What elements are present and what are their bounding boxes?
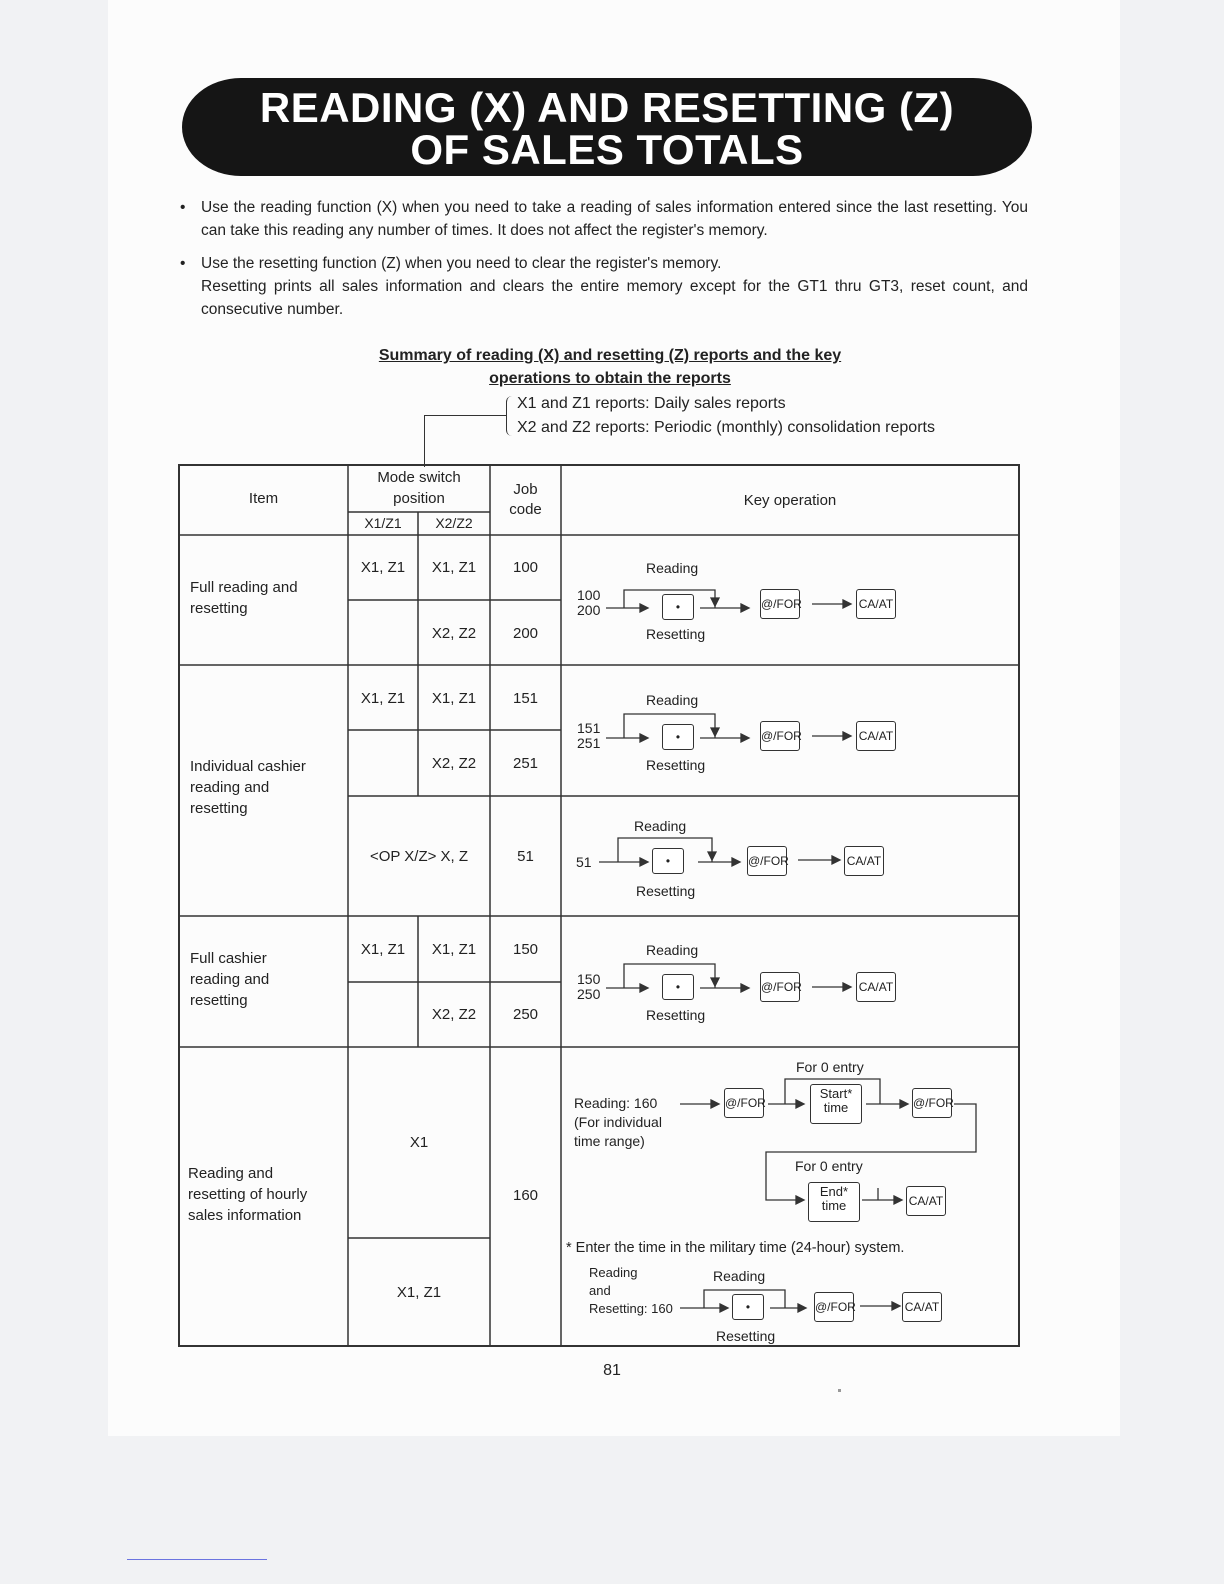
op-codes xyxy=(577,721,600,751)
rr-text: Reading xyxy=(589,1265,638,1280)
job-code: 200 xyxy=(512,625,539,642)
op-code: 251 xyxy=(577,735,601,751)
job-code: 250 xyxy=(512,1006,539,1023)
bullet-marker: • xyxy=(180,255,186,272)
for-key[interactable] xyxy=(814,1292,854,1322)
bullet-text: Use the reading function (X) when you need to take a reading of sales information entered since the last resetting. You can take this reading any number of times. It does not affect the register's memory. xyxy=(201,199,1028,239)
for-key[interactable] xyxy=(760,721,800,751)
for-key-label: @/FOR xyxy=(760,972,800,1002)
header-key-operation: Key operation xyxy=(743,492,837,509)
ca-at-key-label: CA/AT xyxy=(856,721,896,751)
item-text: resetting of hourly xyxy=(188,1186,308,1203)
military-time-footnote: * Enter the time in the military time (24-hour) system. xyxy=(566,1240,905,1256)
op-code: 150 xyxy=(577,971,601,987)
job-code: 100 xyxy=(512,559,539,576)
start-time-key-label xyxy=(810,1084,862,1124)
item-full-cashier xyxy=(190,948,269,1011)
header-position: position xyxy=(393,490,445,507)
dot-key[interactable] xyxy=(732,1294,764,1320)
end-time-key[interactable] xyxy=(808,1182,860,1222)
reading-label: Reading xyxy=(634,818,687,834)
mode-x2z2: X1, Z1 xyxy=(431,559,477,576)
dot-key-label: • xyxy=(662,974,694,1000)
mode-x2z2: X2, Z2 xyxy=(431,625,477,642)
summary-line1: Summary of reading (X) and resetting (Z) reports and the key xyxy=(378,347,842,364)
hourly-reading-text: (For individual xyxy=(574,1114,662,1130)
rr-text: Resetting: 160 xyxy=(589,1301,673,1316)
bullet-marker: • xyxy=(180,199,186,216)
ca-at-key-label: CA/AT xyxy=(844,846,884,876)
ca-at-key[interactable] xyxy=(902,1292,942,1322)
page-number: 81 xyxy=(603,1362,621,1379)
header-x1z1: X1/Z1 xyxy=(364,515,402,531)
mode-x1z1: X1, Z1 xyxy=(360,690,406,707)
job-code: 160 xyxy=(512,1187,539,1204)
ca-at-key[interactable] xyxy=(844,846,884,876)
resetting-label: Resetting xyxy=(646,757,706,773)
item-text: resetting xyxy=(190,800,248,817)
legend-daily: X1 and Z1 reports: Daily sales reports xyxy=(517,395,786,412)
mode-x1: X1 xyxy=(409,1134,429,1151)
op-codes xyxy=(577,972,600,1002)
for-zero-entry-label: For 0 entry xyxy=(795,1158,863,1174)
item-text: reading and xyxy=(190,971,270,988)
op-codes xyxy=(577,588,600,618)
mode-x1z1: X1, Z1 xyxy=(360,559,406,576)
job-code: 51 xyxy=(517,848,534,865)
resetting-label: Resetting xyxy=(646,626,706,642)
scan-speck xyxy=(838,1389,841,1392)
item-individual-cashier xyxy=(190,756,306,819)
rr-text: and xyxy=(589,1283,611,1298)
mode-x2z2: X1, Z1 xyxy=(431,941,477,958)
resetting-label: Resetting xyxy=(646,1007,706,1023)
ca-at-key[interactable] xyxy=(906,1186,946,1216)
resetting-label: Resetting xyxy=(636,883,696,899)
mode-x2z2: X2, Z2 xyxy=(431,755,477,772)
for-key-label: @/FOR xyxy=(814,1292,854,1322)
for-key[interactable] xyxy=(760,972,800,1002)
item-text: Reading and xyxy=(188,1165,274,1182)
ca-at-key[interactable] xyxy=(856,589,896,619)
end-key-text: End* xyxy=(819,1184,849,1199)
reading-label: Reading xyxy=(646,560,699,576)
header-item: Item xyxy=(248,490,279,507)
reading-label: Reading xyxy=(646,942,699,958)
page-title-line2: OF SALES TOTALS xyxy=(410,126,804,173)
resetting-label: Resetting xyxy=(716,1328,776,1344)
end-key-text: time xyxy=(821,1198,847,1213)
item-text: resetting xyxy=(190,992,248,1009)
for-key[interactable] xyxy=(912,1088,952,1118)
job-code: 251 xyxy=(512,755,539,772)
reading-resetting-label xyxy=(589,1264,673,1318)
legend-periodic: X2 and Z2 reports: Periodic (monthly) consolidation reports xyxy=(517,419,935,436)
op-code: 51 xyxy=(576,854,592,870)
start-key-text: Start* xyxy=(819,1086,853,1101)
ca-at-key-label: CA/AT xyxy=(906,1186,946,1216)
dot-key-label: • xyxy=(662,724,694,750)
end-time-key-label xyxy=(808,1182,860,1222)
page-title-line1: READING (X) AND RESETTING (Z) xyxy=(259,84,955,131)
ca-at-key-label: CA/AT xyxy=(856,972,896,1002)
item-text: Full reading and xyxy=(190,579,298,596)
dot-key[interactable] xyxy=(652,848,684,874)
dot-key-label: • xyxy=(652,848,684,874)
bullet-text-continued: Resetting prints all sales information and clears the entire memory except for the GT1 thru GT3, reset count, and consecutive number. xyxy=(201,278,1028,318)
dot-key[interactable] xyxy=(662,974,694,1000)
dot-key[interactable] xyxy=(662,724,694,750)
op-code: 200 xyxy=(577,602,601,618)
item-text: Full cashier xyxy=(190,950,267,967)
op-code: 151 xyxy=(577,720,601,736)
job-code: 150 xyxy=(512,941,539,958)
mode-x1z1: X1, Z1 xyxy=(396,1284,442,1301)
item-text: resetting xyxy=(190,600,248,617)
for-key-label: @/FOR xyxy=(747,846,787,876)
header-mode-switch: Mode switch xyxy=(377,469,461,486)
dot-key[interactable] xyxy=(662,594,694,620)
bullet-text: Use the resetting function (Z) when you need to clear the register's memory. xyxy=(201,255,722,272)
start-key-text: time xyxy=(823,1100,849,1115)
for-zero-entry-label: For 0 entry xyxy=(796,1059,864,1075)
footer-link-line[interactable] xyxy=(127,1559,267,1560)
for-key[interactable] xyxy=(747,846,787,876)
op-code: 100 xyxy=(577,587,601,603)
dot-key-label: • xyxy=(662,594,694,620)
mode-x2z2: X1, Z1 xyxy=(431,690,477,707)
reading-label: Reading xyxy=(646,692,699,708)
ca-at-key-label: CA/AT xyxy=(856,589,896,619)
for-key-label: @/FOR xyxy=(760,721,800,751)
item-full-reading xyxy=(190,577,298,619)
header-code: code xyxy=(509,501,542,518)
mode-x1z1: X1, Z1 xyxy=(360,941,406,958)
ca-at-key[interactable] xyxy=(856,972,896,1002)
reading-label: Reading xyxy=(713,1268,766,1284)
for-key[interactable] xyxy=(760,589,800,619)
item-hourly xyxy=(188,1163,307,1226)
hourly-reading-text: time range) xyxy=(574,1133,645,1149)
dot-key-label: • xyxy=(732,1294,764,1320)
summary-line2: operations to obtain the reports xyxy=(489,370,731,387)
for-key-label: @/FOR xyxy=(912,1088,952,1118)
hourly-reading-label xyxy=(574,1094,662,1151)
for-key-label: @/FOR xyxy=(724,1088,764,1118)
hourly-reading-text: Reading: 160 xyxy=(574,1095,658,1111)
item-text: Individual cashier xyxy=(190,758,306,775)
for-key[interactable] xyxy=(724,1088,764,1118)
header-job: Job xyxy=(513,481,538,498)
mode-op-xz: <OP X/Z> X, Z xyxy=(369,848,469,865)
header-x2z2: X2/Z2 xyxy=(435,515,473,531)
for-key-label: @/FOR xyxy=(760,589,800,619)
job-code: 151 xyxy=(512,690,539,707)
ca-at-key[interactable] xyxy=(856,721,896,751)
item-text: sales information xyxy=(188,1207,302,1224)
op-code: 250 xyxy=(577,986,601,1002)
item-text: reading and xyxy=(190,779,270,796)
mode-x2z2: X2, Z2 xyxy=(431,1006,477,1023)
start-time-key[interactable] xyxy=(810,1084,862,1124)
ca-at-key-label: CA/AT xyxy=(902,1292,942,1322)
